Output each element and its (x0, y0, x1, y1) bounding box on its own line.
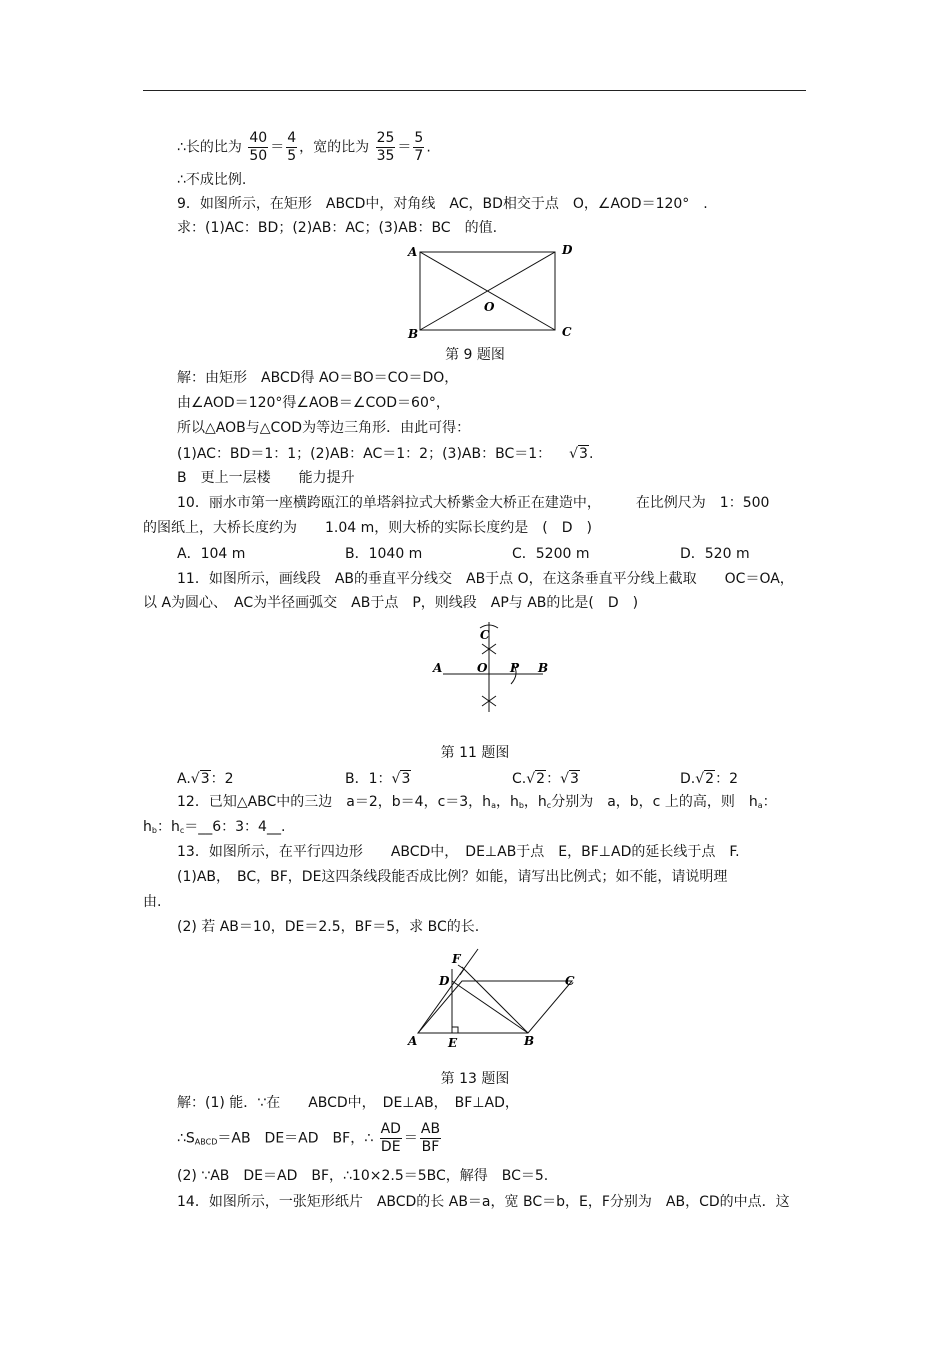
solution-9-line2: 由∠AOD＝120°得∠AOB＝∠COD＝60°， (177, 395, 450, 411)
label-P: P (510, 661, 520, 675)
figure-9-rectangle (400, 240, 580, 340)
solution-9-line3: 所以△AOB与△COD为等边三角形．由此可得： (177, 420, 471, 436)
question-11-line2: 以 A为圆心、 AC为半径画弧交 AB于点 P，则线段 AP与 AB的比是( D ) (143, 595, 639, 611)
q10-option-d: D．520 m (680, 546, 750, 562)
question-9-line2: 求：(1)AC：BD；(2)AB：AC；(3)AB：BC 的值. (177, 220, 498, 236)
label-E: E (448, 1036, 458, 1050)
q11-option-b: B．1：√3 (345, 771, 411, 787)
label-O: O (477, 661, 488, 675)
question-14-line1: 14．如图所示，一张矩形纸片 ABCD的长 AB＝a，宽 BC＝b，E，F分别为 AB，CD的中点．这 (177, 1194, 790, 1210)
q10-option-b: B．1040 m (345, 546, 423, 562)
label-D: D (439, 974, 450, 988)
label-B: B (408, 327, 419, 340)
fraction: $\frac{25}{35}$ (376, 130, 395, 164)
sqrt-symbol: √3 (569, 446, 588, 462)
q10-option-a: A．104 m (177, 546, 246, 562)
figure-11-bisector (425, 618, 555, 718)
fraction: $\frac{5}{7}$ (414, 130, 424, 164)
q11-option-a: A.√3：2 (177, 771, 234, 787)
answer-blank: __6：3：4__ (198, 819, 281, 835)
label-B: B (524, 1034, 535, 1048)
solution-13-line3: (2) ∵AB DE＝AD BF，∴10×2.5＝5BC，解得 BC＝5. (177, 1168, 549, 1184)
conclusion-line: ∴不成比例. (177, 172, 247, 188)
figure-13-parallelogram (400, 945, 590, 1057)
ratio-line: ∴长的比为 $\frac{40}{50}$ ＝ $\frac{4}{5}$ ，宽的比为 $\frac{25}{35}$ ＝ $\frac{5}{7}$ . (177, 130, 431, 164)
text: ∴长的比为 (177, 139, 242, 156)
question-12-line2: $h_b$：$h_c=\_\_6$：3：4__. (143, 819, 286, 835)
question-13-line1: 13．如图所示，在平行四边形 ABCD中， DE⊥AB于点 E，BF⊥AD的延长线于点 F. (177, 844, 740, 860)
figure-9-caption: 第 9 题图 (445, 347, 505, 363)
label-D: D (562, 243, 573, 257)
question-10-line1: 10．丽水市第一座横跨瓯江的单塔斜拉式大桥紫金大桥正在建造中， 在比例尺为 1：500 (177, 495, 770, 511)
figure-13-caption: 第 13 题图 (440, 1071, 510, 1087)
question-13-line2: (1)AB， BC，BF，DE这四条线段能否成比例？如能，请写出比例式；如不能，请说明理 (177, 869, 728, 885)
question-9-line1: 9．如图所示，在矩形 ABCD中，对角线 AC，BD相交于点 O，∠AOD＝120° . (177, 196, 708, 212)
solution-13-line1: 解：(1) 能．∵在 ABCD中， DE⊥AB， BF⊥AD， (177, 1095, 519, 1111)
label-A: A (433, 661, 443, 675)
figure-11-caption: 第 11 题图 (440, 745, 510, 761)
label-A: A (408, 245, 418, 259)
question-13-line4: (2) 若 AB＝10，DE＝2.5，BF＝5，求 BC的长. (177, 919, 480, 935)
question-12-line1: 12．已知△ABC中的三边 a＝2，b＝4，c＝3，$h_a$，$h_b$，$h_c$分别为 a，b，c 上的高，则 $h_a$： (177, 794, 777, 810)
label-F: F (452, 952, 461, 966)
label-C: C (565, 974, 575, 988)
fraction: $\frac{4}{5}$ (287, 130, 297, 164)
question-13-line3: 由. (143, 894, 162, 910)
q11-option-d: D.√2：2 (680, 771, 738, 787)
fraction: $\frac{AB}{BF}$ (420, 1121, 441, 1155)
label-C: C (480, 628, 490, 642)
solution-9-line4: (1)AC：BD＝1：1；(2)AB：AC＝1：2；(3)AB：BC＝1： √3. (177, 446, 594, 462)
label-O: O (484, 300, 495, 314)
label-C: C (562, 325, 572, 339)
label-A: A (408, 1034, 418, 1048)
question-10-line2: 的图纸上，大桥长度约为 1.04 m，则大桥的实际长度约是 ( D ) (143, 520, 592, 536)
q11-option-c: C.√2：√3 (512, 771, 579, 787)
fraction: $\frac{AD}{DE}$ (380, 1121, 401, 1155)
solution-9-line1: 解：由矩形 ABCD得 AO＝BO＝CO＝DO， (177, 370, 459, 386)
fraction: $\frac{40}{50}$ (249, 130, 268, 164)
header-rule (143, 90, 806, 91)
solution-13-line2: $\therefore S_{ABCD}=AB$ DE＝AD BF，∴ $\frac{AD}{DE}$ ＝ $\frac{AB}{BF}$ (177, 1121, 441, 1155)
label-B: B (538, 661, 549, 675)
section-heading: B 更上一层楼 能力提升 (177, 470, 355, 486)
question-11-line1: 11．如图所示，画线段 AB的垂直平分线交 AB于点 O，在这条垂直平分线上截取 OC＝OA， (177, 571, 794, 587)
q10-option-c: C．5200 m (512, 546, 590, 562)
